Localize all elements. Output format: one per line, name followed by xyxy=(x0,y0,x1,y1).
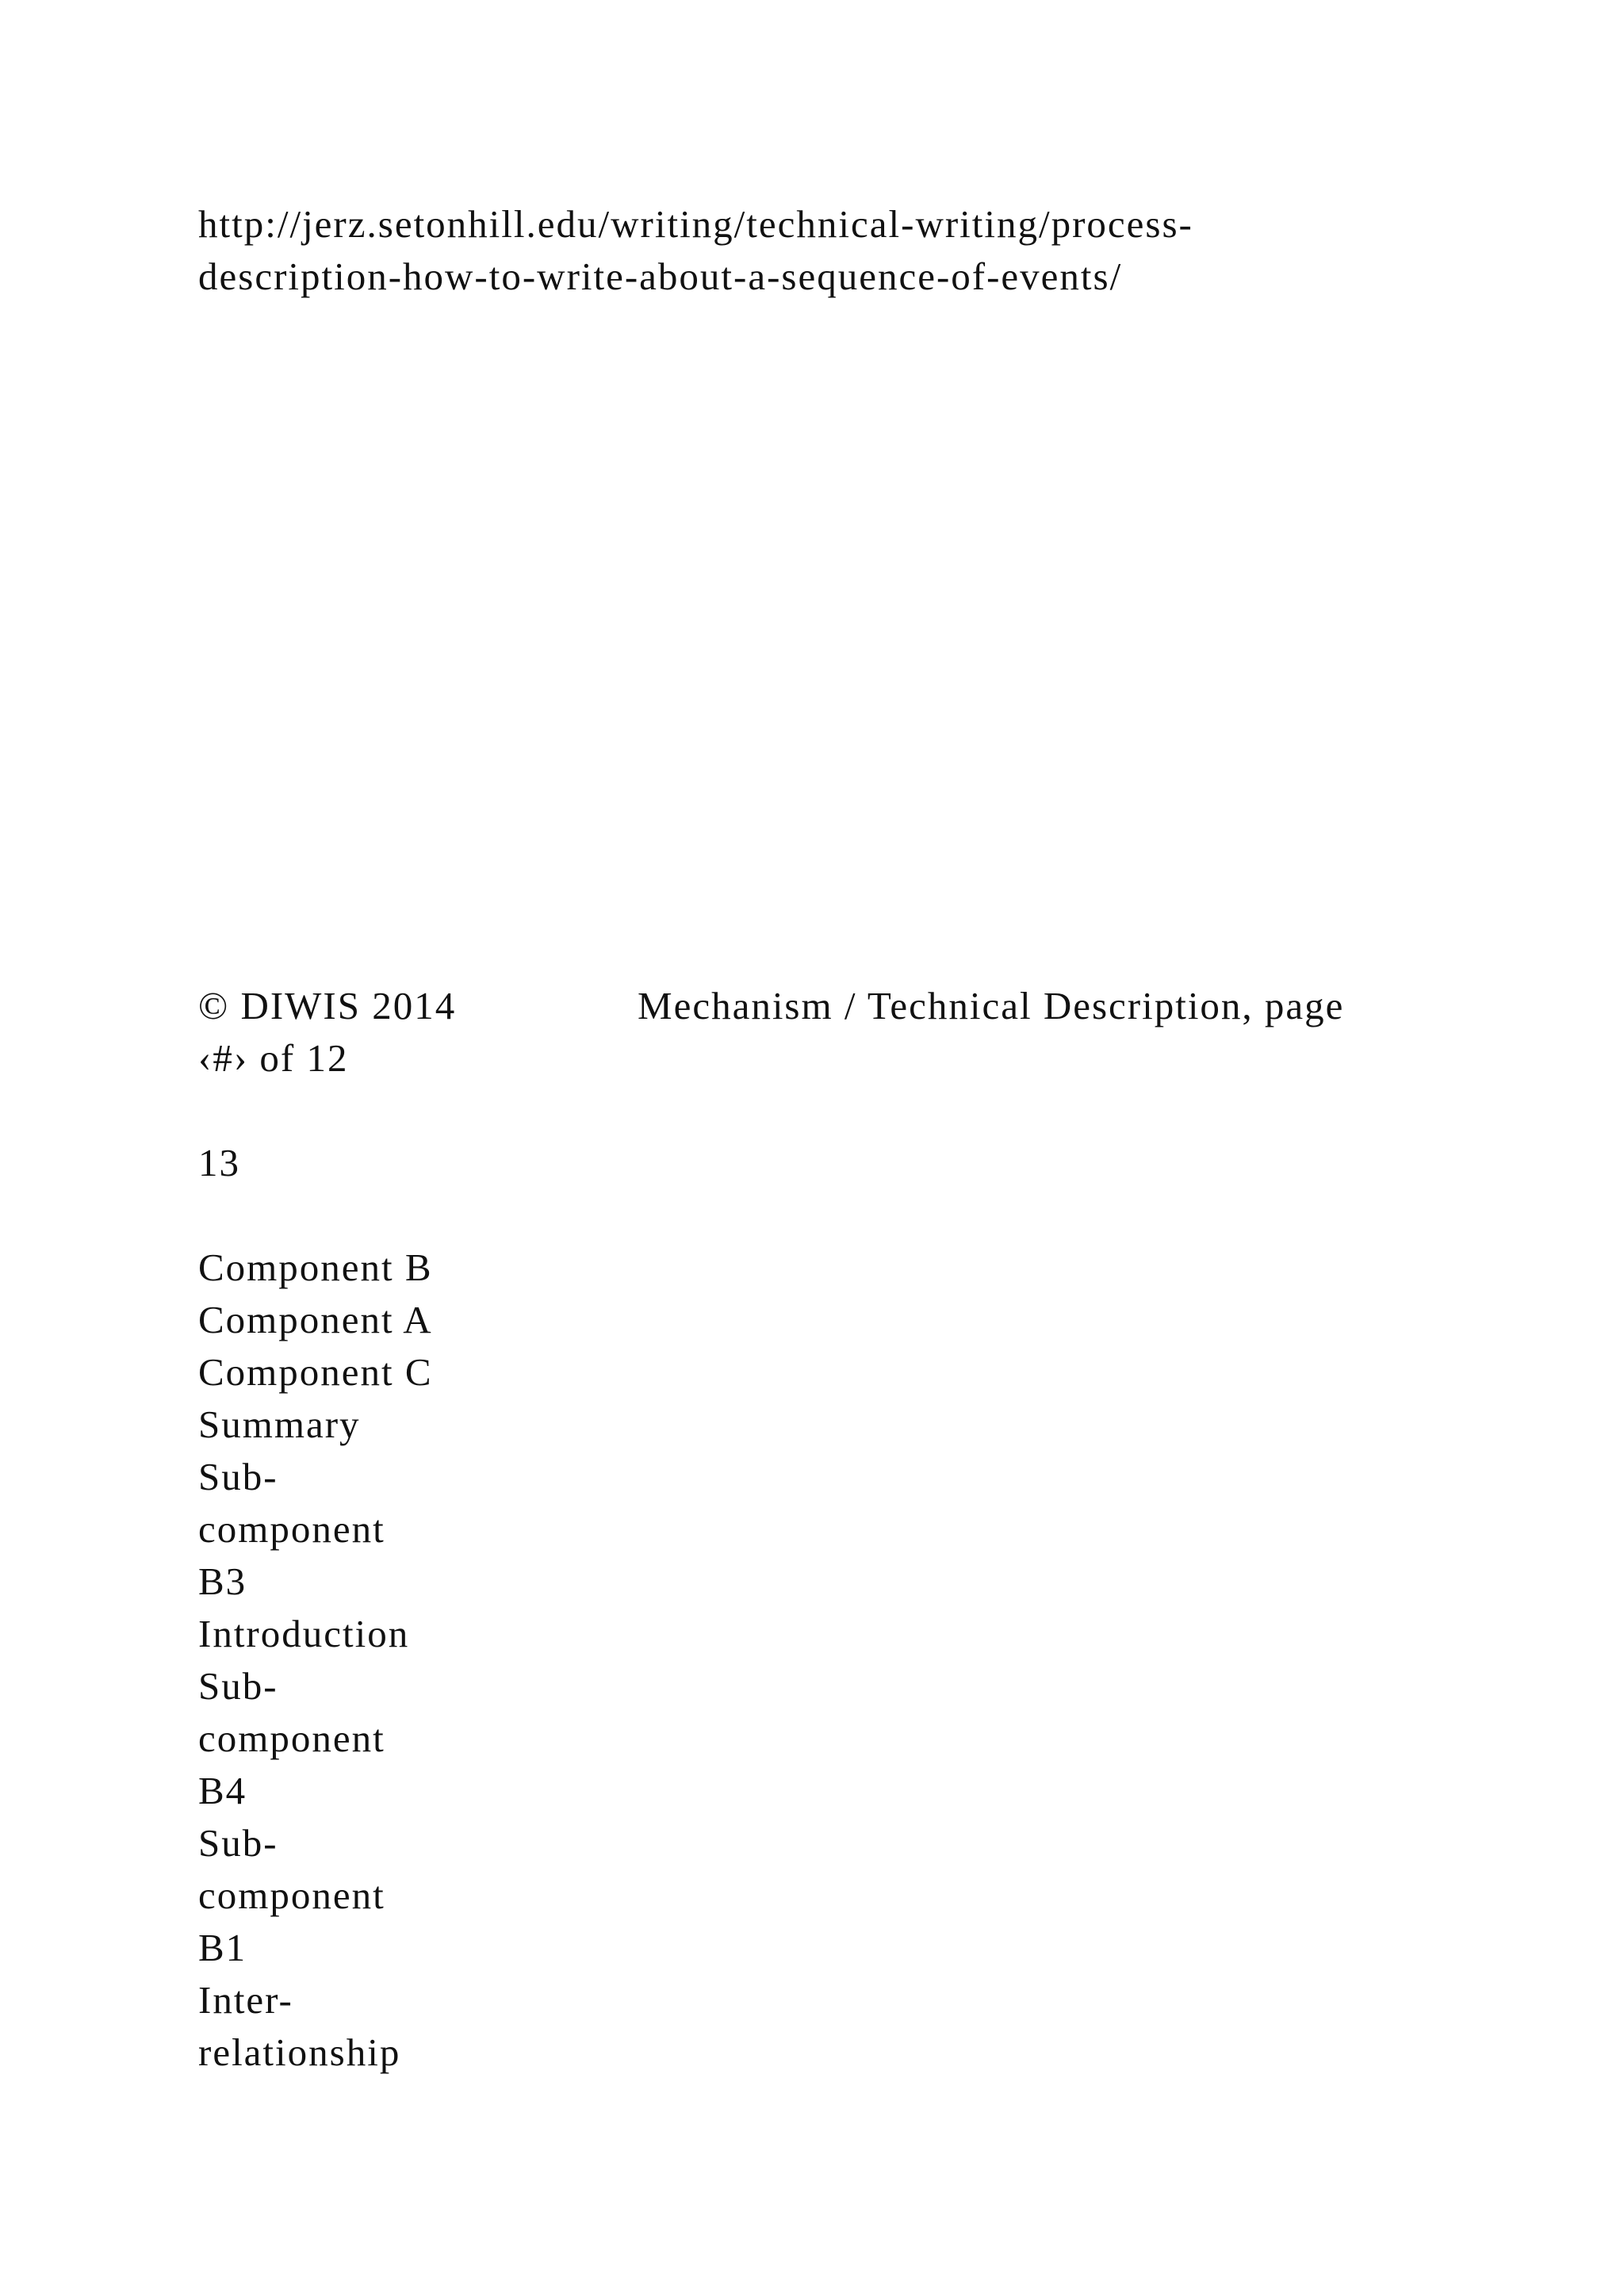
diagram-label: Component C xyxy=(198,1350,433,1394)
source-url-line-2: description-how-to-write-about-a-sequence-of-events/ xyxy=(198,254,1123,298)
diagram-label: Sub- xyxy=(198,1664,278,1708)
diagram-label: Sub- xyxy=(198,1455,278,1498)
diagram-label: relationship xyxy=(198,2030,401,2074)
diagram-label: B3 xyxy=(198,1559,247,1603)
source-url-line-1: http://jerz.setonhill.edu/writing/technical-writing/process- xyxy=(198,202,1193,246)
diagram-label: component xyxy=(198,1873,385,1917)
diagram-label: B4 xyxy=(198,1769,247,1812)
diagram-label: component xyxy=(198,1507,385,1551)
diagram-label: Sub- xyxy=(198,1821,278,1865)
diagram-label: Introduction xyxy=(198,1612,410,1655)
diagram-label: component xyxy=(198,1716,385,1760)
diagram-label: Inter- xyxy=(198,1978,293,2022)
diagram-label: B1 xyxy=(198,1926,247,1969)
footer-title: Mechanism / Technical Description, page xyxy=(638,984,1345,1027)
footer-copyright: © DIWIS 2014 xyxy=(198,984,457,1027)
footer-page-number: ‹#› of 12 xyxy=(198,1036,349,1080)
diagram-label: Summary xyxy=(198,1402,361,1446)
diagram-label: Component A xyxy=(198,1298,433,1341)
slide-number: 13 xyxy=(198,1141,240,1184)
diagram-label: Component B xyxy=(198,1246,433,1289)
